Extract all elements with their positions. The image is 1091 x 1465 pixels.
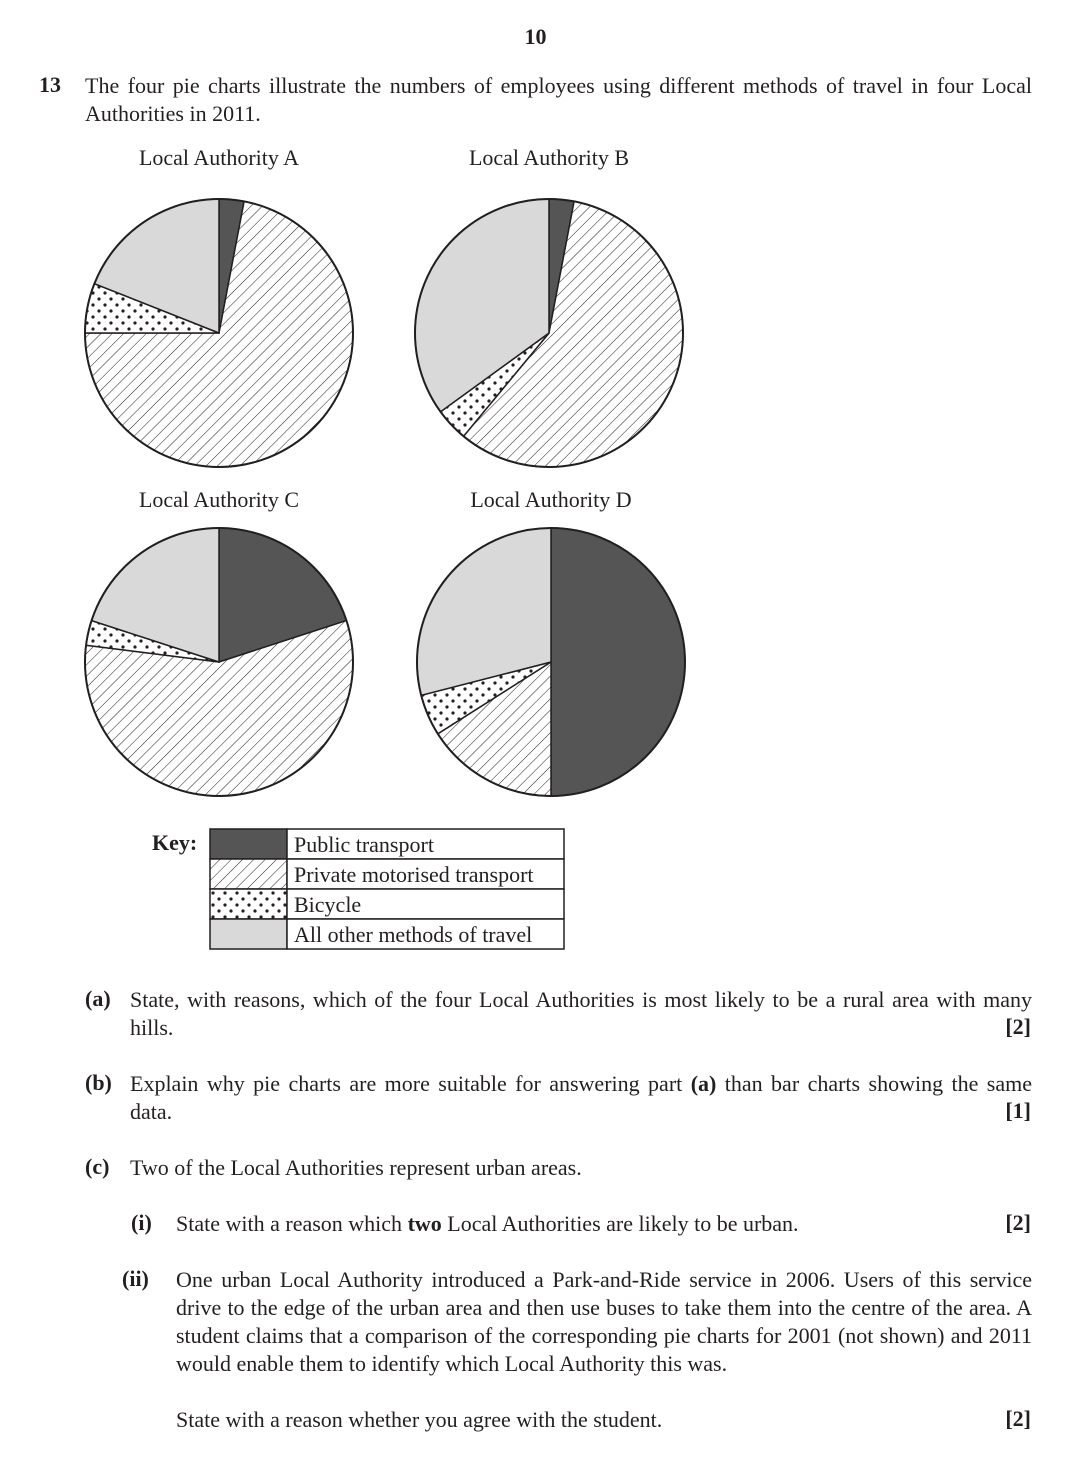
part-ci-label: (i) bbox=[131, 1210, 152, 1235]
key-swatch-bicycle bbox=[210, 889, 287, 919]
question-number: 13 bbox=[39, 72, 61, 97]
part-ci-text: State with a reason which two Local Authorities are likely to be urban. bbox=[176, 1211, 799, 1236]
pie-local-authority-a bbox=[85, 145, 353, 467]
part-b-text: Explain why pie charts are more suitable for answering part (a) than bar charts showing the same data. bbox=[130, 1071, 1033, 1124]
key-swatch-public-transport bbox=[210, 829, 287, 859]
pie-local-authority-b bbox=[415, 145, 683, 467]
pie-title: Local Authority C bbox=[138, 487, 300, 512]
pie-local-authority-c bbox=[85, 487, 353, 796]
key-label-bicycle: Bicycle bbox=[294, 892, 362, 917]
slice-local-authority-d-public-transport bbox=[551, 528, 685, 796]
pie-local-authority-d bbox=[417, 487, 685, 796]
part-cii-text2: State with a reason whether you agree with the student. bbox=[176, 1407, 663, 1432]
part-cii-marks: [2] bbox=[1005, 1406, 1031, 1431]
key-label-private-motorised-transport: Private motorised transport bbox=[294, 862, 534, 887]
key-swatch-all-other-methods-of-travel bbox=[210, 919, 287, 949]
part-ci-marks: [2] bbox=[1005, 1210, 1031, 1235]
part-a-label: (a) bbox=[85, 986, 111, 1011]
part-cii-text: One urban Local Authority introduced a Park-and-Ride service in 2006. Users of this service drive to the edge of the urban area and then use buses to take them into the centre of the area. A student claims that a comparison of the corresponding pie charts for 2001 (not shown) and 2011 would enable them to identify which Local Authority this was. bbox=[176, 1267, 1032, 1376]
part-c-label: (c) bbox=[85, 1154, 110, 1179]
key-label-all-other-methods-of-travel: All other methods of travel bbox=[294, 922, 533, 947]
part-c-text: Two of the Local Authorities represent urban areas. bbox=[130, 1155, 582, 1180]
page-number: 10 bbox=[524, 24, 547, 49]
key-label-public-transport: Public transport bbox=[294, 832, 434, 857]
part-b-marks: [1] bbox=[1005, 1098, 1031, 1123]
part-a-text: State, with reasons, which of the four Local Authorities is most likely to be a rural area with many hills. bbox=[130, 987, 1032, 1040]
key-swatch-private-motorised-transport bbox=[210, 859, 287, 889]
pie-title: Local Authority D bbox=[470, 487, 632, 512]
part-a-marks: [2] bbox=[1005, 1014, 1031, 1039]
key-label: Key: bbox=[152, 830, 198, 855]
part-b-label: (b) bbox=[85, 1070, 112, 1095]
part-cii-label: (ii) bbox=[122, 1266, 149, 1291]
pie-title: Local Authority B bbox=[468, 145, 630, 170]
pie-title: Local Authority A bbox=[138, 145, 300, 170]
question-intro: The four pie charts illustrate the numbers of employees using different methods of travel in four Local Authorities in 2011. bbox=[85, 73, 1032, 126]
